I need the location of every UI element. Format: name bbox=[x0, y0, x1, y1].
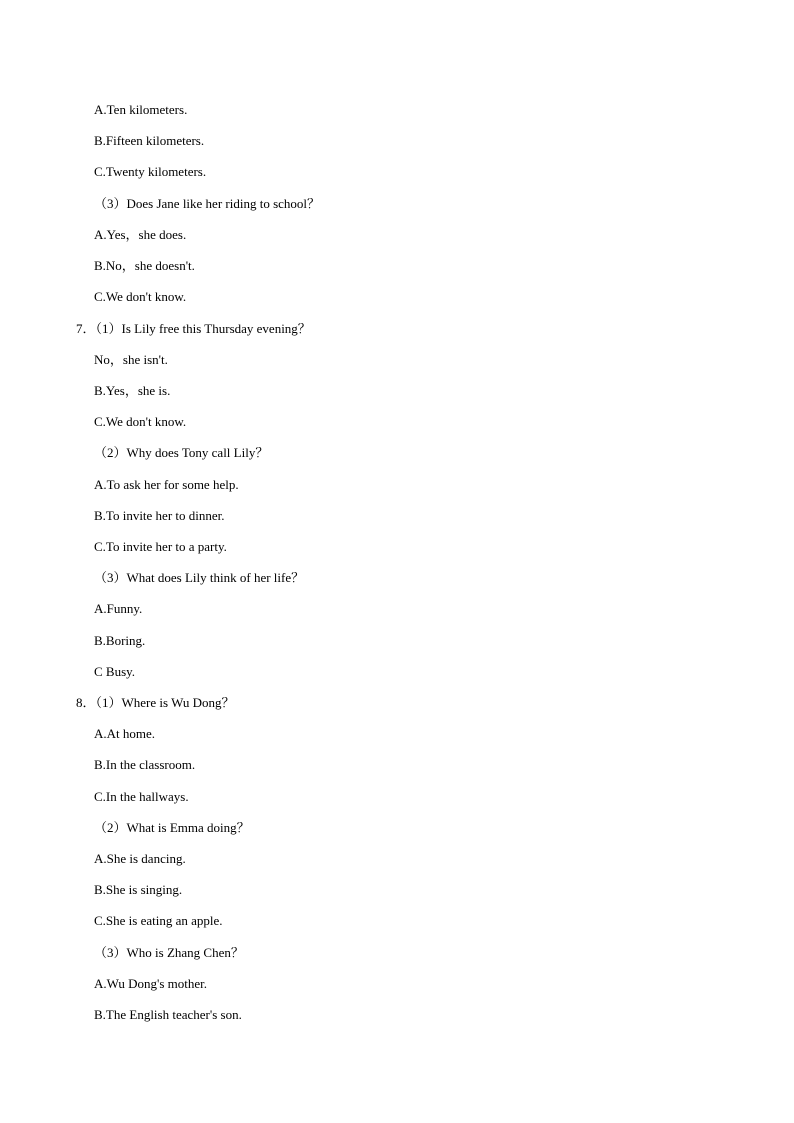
subquestion-line: （2）What is Emma doing？ bbox=[94, 820, 250, 835]
option-line: C Busy. bbox=[94, 664, 136, 679]
option-line: A.She is dancing. bbox=[94, 851, 186, 866]
option-line: C.We don't know. bbox=[94, 414, 187, 429]
subquestion-line: （2）Why does Tony call Lily？ bbox=[94, 445, 269, 460]
question-line: 8．（1）Where is Wu Dong？ bbox=[76, 695, 235, 710]
option-line: B.Boring. bbox=[94, 633, 146, 648]
option-line: C.To invite her to a party. bbox=[94, 539, 227, 554]
option-line: C.In the hallways. bbox=[94, 789, 189, 804]
option-line: A.To ask her for some help. bbox=[94, 477, 239, 492]
option-line: B.No，she doesn't. bbox=[94, 258, 195, 273]
option-line: B.In the classroom. bbox=[94, 757, 196, 772]
subquestion-line: （3）Who is Zhang Chen？ bbox=[94, 945, 244, 960]
option-line: B.She is singing. bbox=[94, 882, 183, 897]
option-line: A.Wu Dong's mother. bbox=[94, 976, 208, 991]
question-line: 7．（1）Is Lily free this Thursday evening？ bbox=[76, 321, 311, 336]
option-line: A.Funny. bbox=[94, 601, 143, 616]
option-line: A.Yes，she does. bbox=[94, 227, 187, 242]
option-line: B.The English teacher's son. bbox=[94, 1007, 242, 1022]
option-line: B.Yes，she is. bbox=[94, 383, 171, 398]
option-line: No，she isn't. bbox=[94, 352, 168, 367]
option-line: C.We don't know. bbox=[94, 289, 187, 304]
option-line: B.Fifteen kilometers. bbox=[94, 133, 205, 148]
option-line: C.Twenty kilometers. bbox=[94, 164, 207, 179]
option-line: C.She is eating an apple. bbox=[94, 913, 223, 928]
option-line: A.At home. bbox=[94, 726, 156, 741]
option-line: A.Ten kilometers. bbox=[94, 102, 188, 117]
subquestion-line: （3）Does Jane like her riding to school？ bbox=[94, 196, 321, 211]
option-line: B.To invite her to dinner. bbox=[94, 508, 225, 523]
subquestion-line: （3）What does Lily think of her life？ bbox=[94, 570, 305, 585]
